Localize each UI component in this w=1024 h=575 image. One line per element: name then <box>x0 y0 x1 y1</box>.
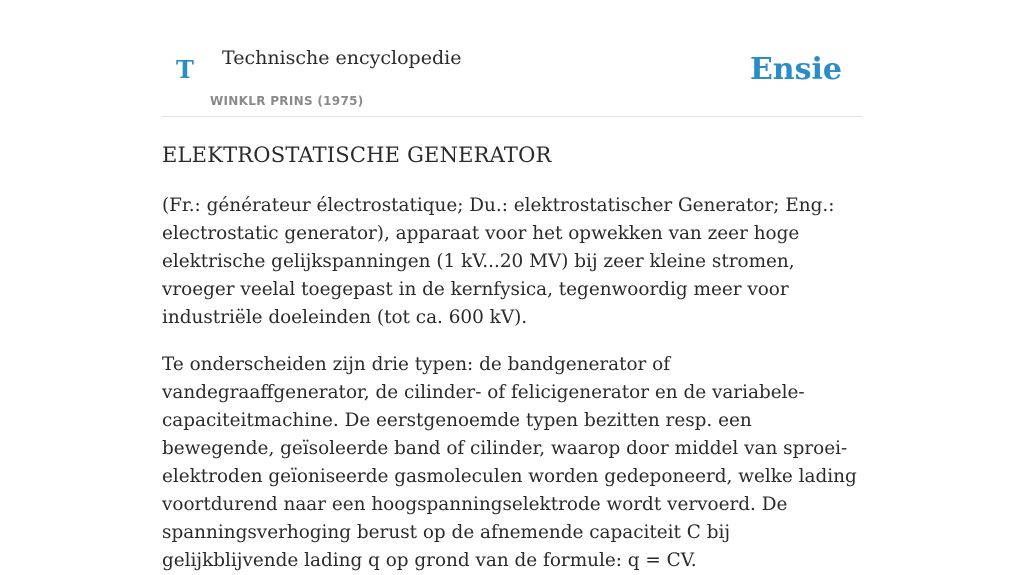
article-paragraph: (Fr.: générateur électrostatique; Du.: elektrostatischer Generator; Eng.: electrostatic generator), apparaat voor het opwekken van zeer hoge elektrische gelijkspanningen (1 kV...20 MV) bij zeer kleine stromen, vroeger veelal toegepast in de kernfysica, tegenwoordig meer voor industriële doeleinden (tot ca. 600 kV). <box>162 195 835 328</box>
book-logo[interactable]: T <box>176 55 194 84</box>
book-title-link[interactable]: Technische encyclopedie <box>222 47 462 69</box>
article-paragraph: Te onderscheiden zijn drie typen: de bandgenerator of vandegraaffgenerator, de cilinder- of felicigenerator en de variabele-capaciteitmachine. De eerstgenoemde typen bezitten resp. een bewegende, geïsoleerde band of cilinder, waarop door middel van sproei-elektroden geïoniseerde gasmoleculen worden gedeponeerd, welke lading voortdurend naar een hoogspanningselektrode wordt vervoerd. De spanningsverhoging berust op de afnemende capaciteit C bij gelijkblijvende lading q op grond van de formule: q = CV. <box>162 354 857 571</box>
article-title: ELEKTROSTATISCHE GENERATOR <box>162 143 552 167</box>
book-source: WINKLR PRINS (1975) <box>210 94 364 108</box>
ensie-logo-link[interactable]: Ensie <box>749 52 842 87</box>
header <box>162 0 862 117</box>
article <box>162 138 862 575</box>
